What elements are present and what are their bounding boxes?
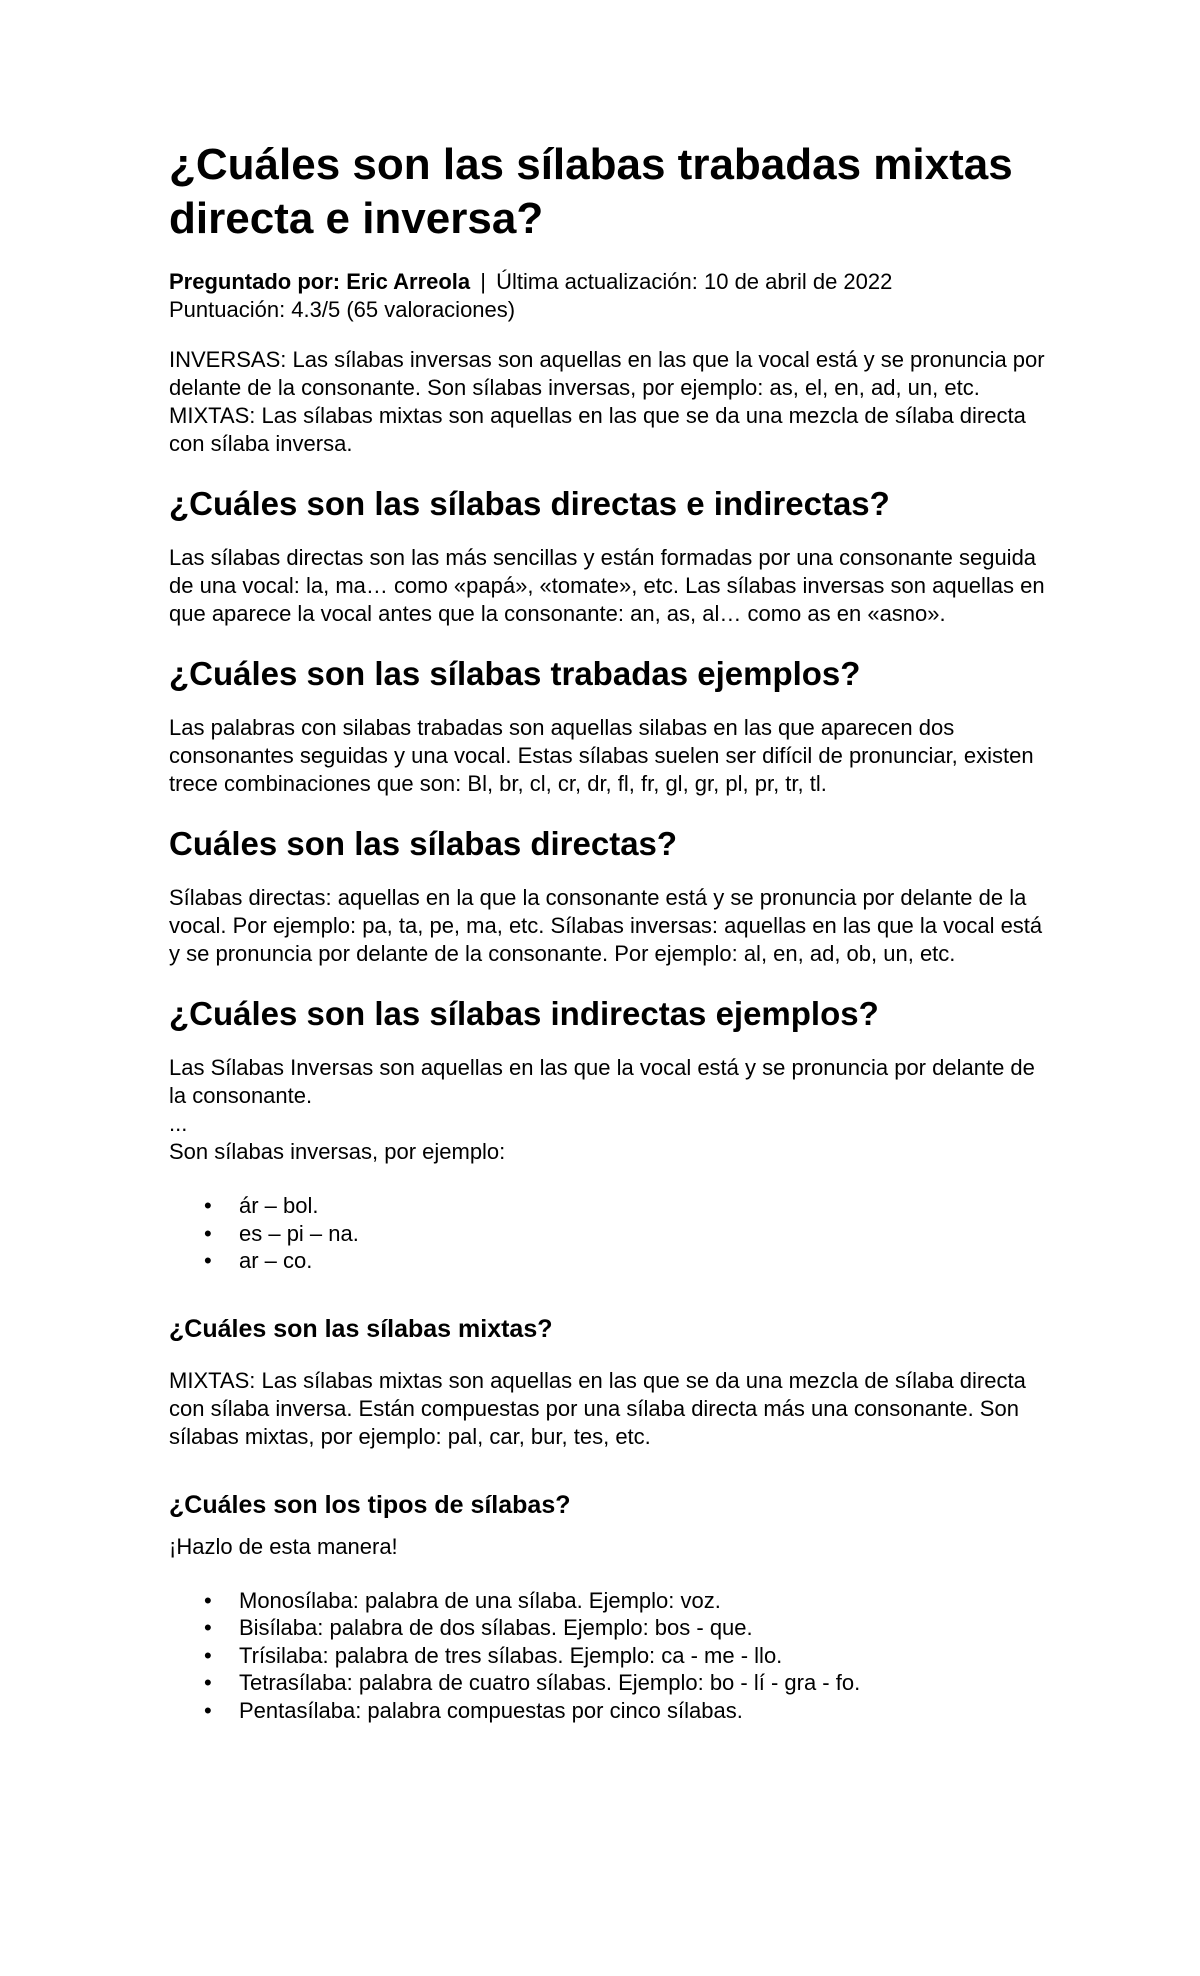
list-item: • ár – bol. — [169, 1192, 1049, 1220]
section-text-directas-indirectas: Las sílabas directas son las más sencillas y están formadas por una consonante seguida de una vocal: la, ma… como «papá», «tomate», etc. Las sílabas inversas son aquellas en que aparece la vocal antes que la consonante: an, as, al… como as en «asno». — [169, 545, 1045, 626]
question-meta — [169, 268, 1049, 324]
inverse-syllable-list — [169, 1192, 1049, 1275]
last-updated: Última actualización: 10 de abril de 2022 — [496, 269, 893, 294]
section-heading-mixtas: ¿Cuáles son las sílabas mixtas? — [169, 1314, 553, 1343]
section-heading-directas: Cuáles son las sílabas directas? — [169, 825, 678, 862]
list-item: • Pentasílaba: palabra compuestas por cinco sílabas. — [169, 1697, 1049, 1725]
section-heading-indirectas-ejemplos: ¿Cuáles son las sílabas indirectas ejemplos? — [169, 995, 879, 1032]
section-ellipsis: ... — [169, 1111, 188, 1136]
section-text-directas: Sílabas directas: aquellas en la que la consonante está y se pronuncia por delante de la vocal. Por ejemplo: pa, ta, pe, ma, etc. Sílabas inversas: aquellas en las que la vocal está y se pronuncia por delante de la consonante. Por ejemplo: al, en, ad, ob, un, etc. — [169, 885, 1043, 966]
list-item: • Bisílaba: palabra de dos sílabas. Ejemplo: bos - que. — [169, 1614, 1049, 1642]
section-heading-trabadas-ejemplos: ¿Cuáles son las sílabas trabadas ejemplos? — [169, 655, 861, 692]
section-text-trabadas-ejemplos: Las palabras con silabas trabadas son aquellas silabas en las que aparecen dos consonantes seguidas y una vocal. Estas sílabas suelen ser difícil de pronunciar, existen trece combinaciones que son: Bl, br, cl, cr, dr, fl, fr, gl, gr, pl, pr, tr, tl. — [169, 715, 1034, 796]
section-text-indirectas-ejemplos: Las Sílabas Inversas son aquellas en las que la vocal está y se pronuncia por delante de la consonante. — [169, 1055, 1035, 1108]
list-item: • Trísilaba: palabra de tres sílabas. Ejemplo: ca - me - llo. — [169, 1642, 1049, 1670]
section-heading-directas-indirectas: ¿Cuáles son las sílabas directas e indirectas? — [169, 485, 890, 522]
document-page — [169, 138, 1049, 1724]
section-heading-tipos: ¿Cuáles son los tipos de sílabas? — [169, 1490, 571, 1519]
page-title: ¿Cuáles son las sílabas trabadas mixtas directa e inversa? — [169, 140, 1013, 243]
meta-line-1 — [169, 268, 1049, 296]
list-item: • Monosílaba: palabra de una sílaba. Ejemplo: voz. — [169, 1587, 1049, 1615]
rating: Puntuación: 4.3/5 (65 valoraciones) — [169, 297, 516, 322]
list-item: • es – pi – na. — [169, 1220, 1049, 1248]
meta-separator: | — [480, 269, 486, 294]
author-name: Eric Arreola — [346, 269, 471, 294]
list-item: • ar – co. — [169, 1247, 1049, 1275]
section-text-mixtas: MIXTAS: Las sílabas mixtas son aquellas en las que se da una mezcla de sílaba directa con sílaba inversa. Están compuestas por una sílaba directa más una consonante. Son sílabas mixtas, por ejemplo: pal, car, bur, tes, etc. — [169, 1367, 1026, 1449]
syllable-types-list — [169, 1587, 1049, 1725]
section-lead-indirectas: Son sílabas inversas, por ejemplo: — [169, 1139, 506, 1164]
asked-by-label: Preguntado por: — [169, 269, 341, 294]
section-text-tipos: ¡Hazlo de esta manera! — [169, 1533, 398, 1559]
list-item: • Tetrasílaba: palabra de cuatro sílabas. Ejemplo: bo - lí - gra - fo. — [169, 1669, 1049, 1697]
intro-paragraph: INVERSAS: Las sílabas inversas son aquellas en las que la vocal está y se pronuncia por delante de la consonante. Son sílabas inversas, por ejemplo: as, el, en, ad, un, etc. MIXTAS: Las sílabas mixtas son aquellas en las que se da una mezcla de sílaba directa con sílaba inversa. — [169, 347, 1045, 456]
